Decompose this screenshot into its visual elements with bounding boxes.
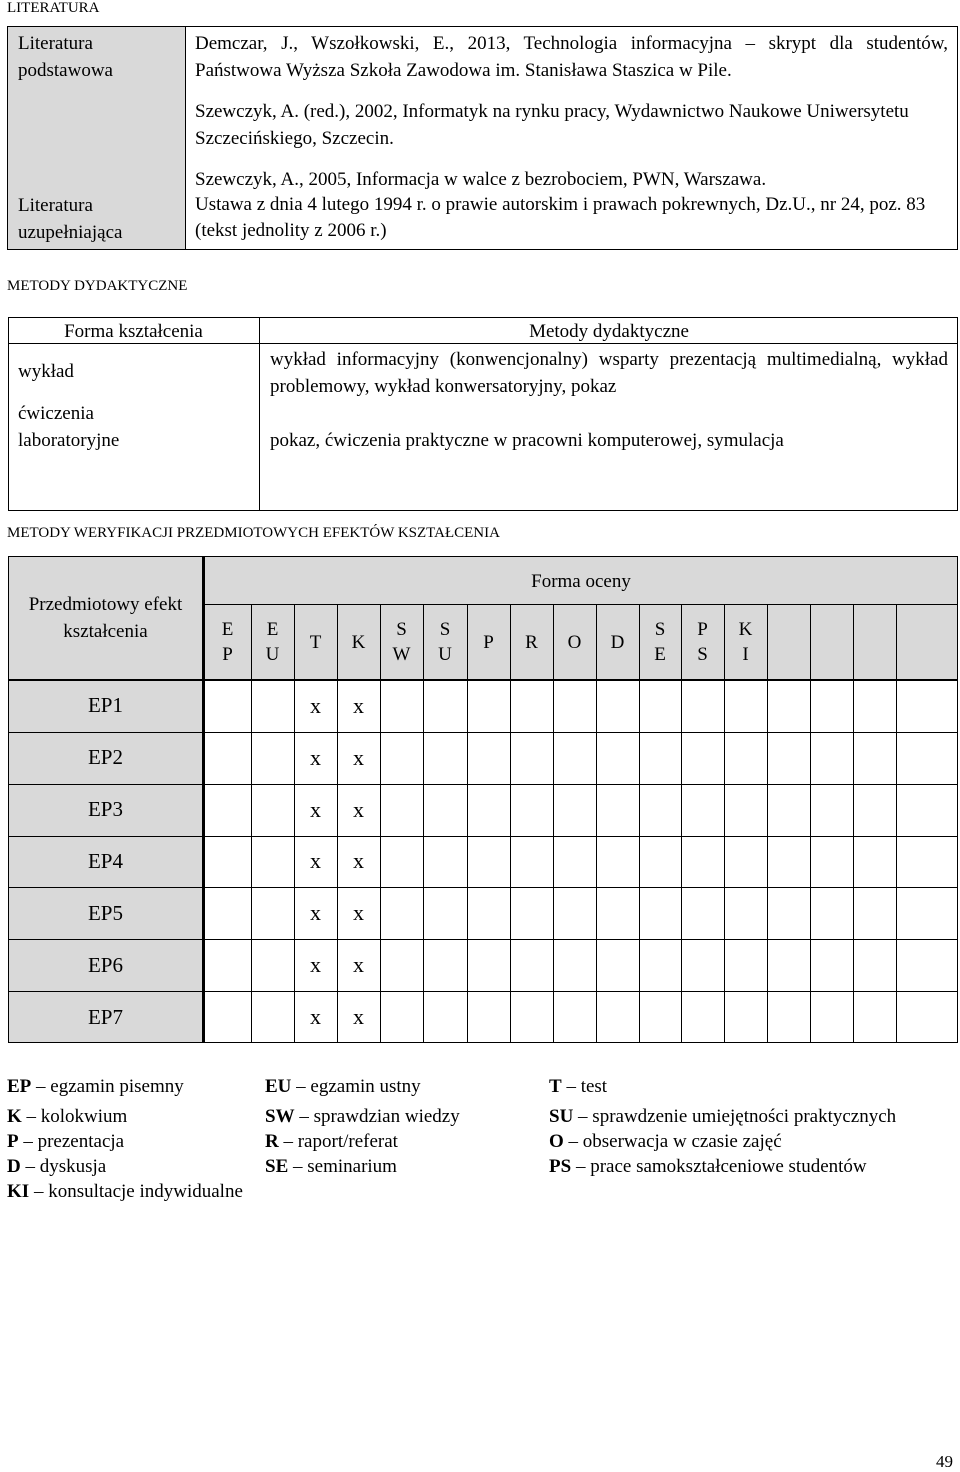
mark-cell: x	[310, 692, 321, 718]
weryfikacja-heading: METODY WERYFIKACJI PRZEDMIOTOWYCH EFEKTÓW KSZTAŁCENIA	[7, 525, 500, 541]
legend-dash: –	[18, 1131, 38, 1152]
legend-desc: egzamin ustny	[310, 1076, 421, 1097]
grid-line	[8, 556, 958, 557]
forma-col-letter: S	[697, 644, 708, 665]
mark-cell: x	[310, 744, 321, 770]
forma-col-header	[724, 605, 767, 679]
forma-col-letter: E	[654, 644, 666, 665]
page-number: 49	[936, 1452, 953, 1471]
legend-dash: –	[288, 1156, 308, 1177]
legend-desc: obserwacja w czasie zajęć	[582, 1131, 782, 1152]
mark-cell: x	[310, 952, 321, 978]
legend-desc: kolokwium	[40, 1106, 128, 1127]
legend-abbr: R	[265, 1131, 279, 1152]
weryfikacja-col-forma: Forma oceny	[531, 571, 631, 592]
effect-cell: EP2	[87, 745, 123, 770]
legend-desc: prace samokształceniowe studentów	[590, 1156, 867, 1177]
metody-row-methods: pokaz, ćwiczenia praktyczne w pracowni komputerowej, symulacja	[270, 430, 784, 451]
forma-col-header	[553, 605, 596, 679]
forma-col-letter: E	[221, 619, 234, 640]
legend-item	[549, 1154, 867, 1179]
legend-desc: konsultacje indywidualne	[48, 1181, 243, 1202]
legend-desc: sprawdzenie umiejętności praktycznych	[592, 1106, 897, 1127]
mark-cell: x	[353, 744, 364, 770]
legend-item	[7, 1074, 184, 1099]
legend-dash: –	[20, 1156, 40, 1177]
legend-abbr: K	[7, 1106, 22, 1127]
forma-col-letter: S	[654, 619, 666, 640]
legend-abbr: SU	[549, 1106, 574, 1127]
legend-dash: –	[29, 1181, 49, 1202]
forma-col-header	[510, 605, 553, 679]
forma-col-header	[467, 605, 510, 679]
metody-row-form: wykład	[18, 361, 74, 382]
legend-item	[265, 1104, 460, 1129]
legend-dash: –	[294, 1106, 314, 1127]
mark-cell: x	[353, 900, 364, 926]
weryfikacja-col-effect-label: Przedmiotowy efekt kształcenia	[28, 594, 183, 642]
legend-item	[549, 1074, 607, 1099]
effect-cell: EP6	[87, 952, 123, 977]
legend-abbr: EU	[265, 1076, 292, 1097]
metody-col-form: Forma kształcenia	[64, 321, 203, 342]
forma-col-letter: S	[396, 619, 407, 640]
literatura-podstawowa-item: Demczar, J., Wszołkowski, E., 2013, Technologia informacyjna – skrypt dla studentów, Państwowa Wyższa Szkoła Zawodowa im. Stanisława Staszica w Pile.	[195, 33, 948, 81]
legend-dash: –	[291, 1076, 311, 1097]
grid-line	[896, 604, 897, 1043]
forma-col-letter: K	[738, 619, 753, 640]
forma-col-header	[294, 605, 337, 679]
forma-col-header	[639, 605, 681, 679]
legend-dash: –	[21, 1106, 41, 1127]
forma-col-letter: E	[266, 619, 279, 640]
legend-abbr: O	[549, 1131, 564, 1152]
legend-desc: raport/referat	[297, 1131, 398, 1152]
legend-desc: prezentacja	[37, 1131, 125, 1152]
forma-col-letter: U	[438, 644, 452, 665]
forma-col-header	[337, 605, 380, 679]
forma-col-header	[423, 605, 467, 679]
legend-abbr: KI	[7, 1181, 30, 1202]
legend-dash: –	[573, 1106, 593, 1127]
legend-abbr: D	[7, 1156, 21, 1177]
forma-col-header	[681, 605, 724, 679]
forma-col-letter: S	[439, 619, 451, 640]
weryfikacja-col-effect	[8, 591, 203, 645]
grid-line	[957, 556, 958, 1043]
legend-dash: –	[31, 1076, 51, 1097]
weryfikacja-table	[8, 556, 958, 1043]
metody-heading: METODY DYDAKTYCZNE	[7, 278, 188, 294]
forma-col-header	[380, 605, 423, 679]
forma-col-header	[251, 605, 294, 679]
forma-col-letter: W	[392, 644, 411, 665]
legend-item	[265, 1074, 421, 1099]
effect-cell: EP3	[87, 797, 123, 822]
legend-item	[265, 1154, 397, 1179]
mark-cell: x	[353, 952, 364, 978]
mark-cell: x	[353, 692, 364, 718]
legend-abbr: PS	[549, 1156, 572, 1177]
legend-abbr: SW	[265, 1106, 295, 1127]
legend-item	[549, 1104, 896, 1129]
forma-col-letter: T	[309, 631, 322, 653]
legend-item	[7, 1154, 106, 1179]
forma-col-letter: D	[610, 631, 625, 653]
legend-item	[549, 1129, 782, 1154]
mark-cell: x	[353, 848, 364, 874]
literatura-podstawowa-item: Szewczyk, A. (red.), 2002, Informatyk na rynku pracy, Wydawnictwo Naukowe Uniwersytetu Szczecińskiego, Szczecin.	[195, 101, 909, 149]
literatura-uzupelniajaca-label: Literatura uzupełniająca	[18, 195, 123, 243]
legend-item	[7, 1104, 127, 1129]
mark-cell: x	[310, 848, 321, 874]
grid-line	[810, 604, 811, 1043]
legend-dash: –	[278, 1131, 298, 1152]
metody-col-methods: Metody dydaktyczne	[529, 321, 689, 342]
legend-desc: sprawdzian wiedzy	[313, 1106, 460, 1127]
legend-abbr: EP	[7, 1076, 32, 1097]
legend-desc: dyskusja	[39, 1156, 107, 1177]
literatura-podstawowa-label: Literatura podstawowa	[18, 33, 113, 81]
mark-cell: x	[353, 796, 364, 822]
legend-dash: –	[563, 1131, 583, 1152]
forma-col-letter: R	[525, 631, 538, 653]
legend-abbr: T	[549, 1076, 562, 1097]
legend-item	[7, 1179, 243, 1204]
forma-col-letter: P	[222, 644, 233, 665]
literatura-uzupelniajaca-item: Szewczyk, A., 2005, Informacja w walce z bezrobociem, PWN, Warszawa.	[195, 169, 767, 190]
legend-dash: –	[571, 1156, 591, 1177]
effect-cell: EP4	[87, 848, 123, 873]
grid-line	[853, 604, 854, 1043]
forma-col-letter: P	[697, 619, 708, 640]
effect-cell: EP5	[87, 900, 123, 925]
effect-cell: EP1	[87, 693, 123, 718]
literatura-heading: LITERATURA	[7, 0, 100, 16]
legend-desc: seminarium	[307, 1156, 397, 1177]
legend-desc: test	[580, 1076, 608, 1097]
literatura-uzupelniajaca-item: Ustawa z dnia 4 lutego 1994 r. o prawie autorskim i prawach pokrewnych, Dz.U., nr 24, poz. 83 (tekst jednolity z 2006 r.)	[195, 194, 926, 241]
forma-col-letter: K	[351, 631, 366, 653]
legend-abbr: SE	[265, 1156, 289, 1177]
forma-col-letter: I	[742, 644, 749, 665]
mark-cell: x	[310, 900, 321, 926]
forma-col-letter: P	[483, 631, 494, 653]
effect-cell: EP7	[87, 1004, 123, 1029]
legend-abbr: P	[7, 1131, 19, 1152]
mark-cell: x	[353, 1004, 364, 1030]
mark-cell: x	[310, 796, 321, 822]
legend	[7, 1074, 957, 1204]
legend-item	[265, 1129, 398, 1154]
forma-col-header	[204, 605, 251, 679]
legend-desc: egzamin pisemny	[50, 1076, 184, 1097]
legend-dash: –	[561, 1076, 581, 1097]
forma-col-letter: U	[265, 644, 280, 665]
metody-row-form: ćwiczenia laboratoryjne	[18, 403, 120, 451]
metody-row-methods: wykład informacyjny (konwencjonalny) wsparty prezentacją multimedialną, wykład problemowy, wykład konwersatoryjny, pokaz	[270, 349, 948, 397]
legend-item	[7, 1129, 124, 1154]
mark-cell: x	[310, 1004, 321, 1030]
forma-col-header	[596, 605, 639, 679]
forma-col-letter: O	[567, 631, 582, 653]
grid-line	[767, 604, 768, 1043]
